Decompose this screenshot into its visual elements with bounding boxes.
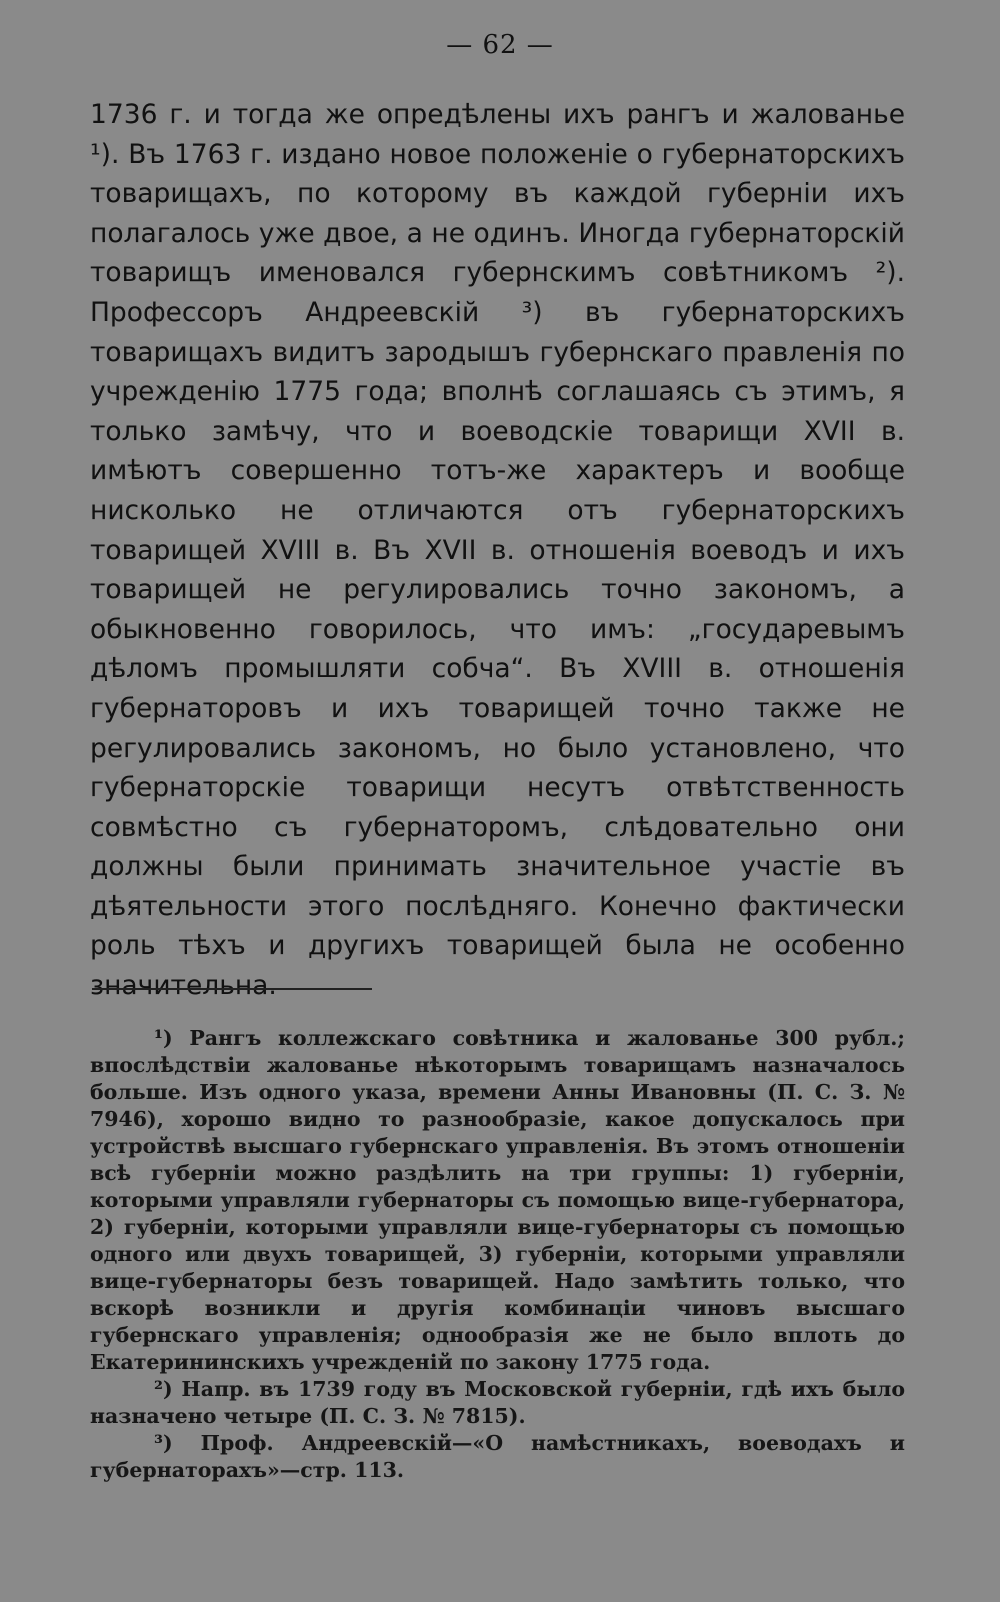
footnote-separator [92, 988, 372, 990]
main-paragraph: 1736 г. и тогда же опредѣлены ихъ рангъ и жалованье ¹). Въ 1763 г. издано новое положеніе о губернаторскихъ товарищахъ, по которому въ каждой губерніи ихъ полагалось уже двое, а не одинъ. Иногда губернаторскій товарищъ именовался губернскимъ совѣтникомъ ²). Профессоръ Андреевскій ³) въ губернаторскихъ товарищахъ видитъ зародышъ губернскаго правленія по учрежденію 1775 года; вполнѣ соглашаясь съ этимъ, я только замѣчу, что и воеводскіе товарищи XVII в. имѣютъ совершенно тотъ-же характеръ и вообще нисколько не отличаются отъ губернаторскихъ товарищей XVIII в. Въ XVII в. отношенія воеводъ и ихъ товарищей не регулировались точно закономъ, а обыкновенно говорилось, что имъ: „государевымъ дѣломъ промышляти собча“. Въ XVIII в. отношенія губернаторовъ и ихъ товарищей точно также не регулировались закономъ, но было установлено, что губернаторскіе товарищи несутъ отвѣтственность совмѣстно съ губернаторомъ, слѣдовательно они должны были принимать значительное участіе въ дѣятельности этого послѣдняго. Конечно фактически роль тѣхъ и другихъ товарищей была не особенно значительна. [90, 99, 905, 1002]
footnote-1: ¹) Рангъ коллежскаго совѣтника и жалованье 300 рубл.; впослѣдствіи жалованье нѣкоторымъ товарищамъ назначалось больше. Изъ одного указа, времени Анны Ивановны (П. С. З. № 7946), хорошо видно то разнообразіе, какое допускалось при устройствѣ высшаго губернскаго управленія. Въ этомъ отношеніи всѣ губерніи можно раздѣлить на три группы: 1) губерніи, которыми управляли губернаторы съ помощью вице-губернатора, 2) губерніи, которыми управляли вице-губернаторы съ помощью одного или двухъ товарищей, 3) губерніи, которыми управляли вице-губернаторы безъ товарищей. Надо замѣтить только, что вскорѣ возникли и другія комбинаціи чиновъ высшаго губернскаго управленія; однообразія же не было вплоть до Екатерининскихъ учрежденій по закону 1775 года. [90, 1026, 905, 1374]
main-body-text [90, 95, 905, 1006]
page-number: — 62 — [446, 30, 554, 60]
footnote-2: ²) Напр. въ 1739 году въ Московской губерніи, гдѣ ихъ было назначено четыре (П. С. З. № 7815). [90, 1377, 905, 1428]
footnote-3: ³) Проф. Андреевскій—«О намѣстникахъ, воеводахъ и губернаторахъ»—стр. 113. [90, 1431, 905, 1482]
footnotes [90, 1025, 905, 1484]
